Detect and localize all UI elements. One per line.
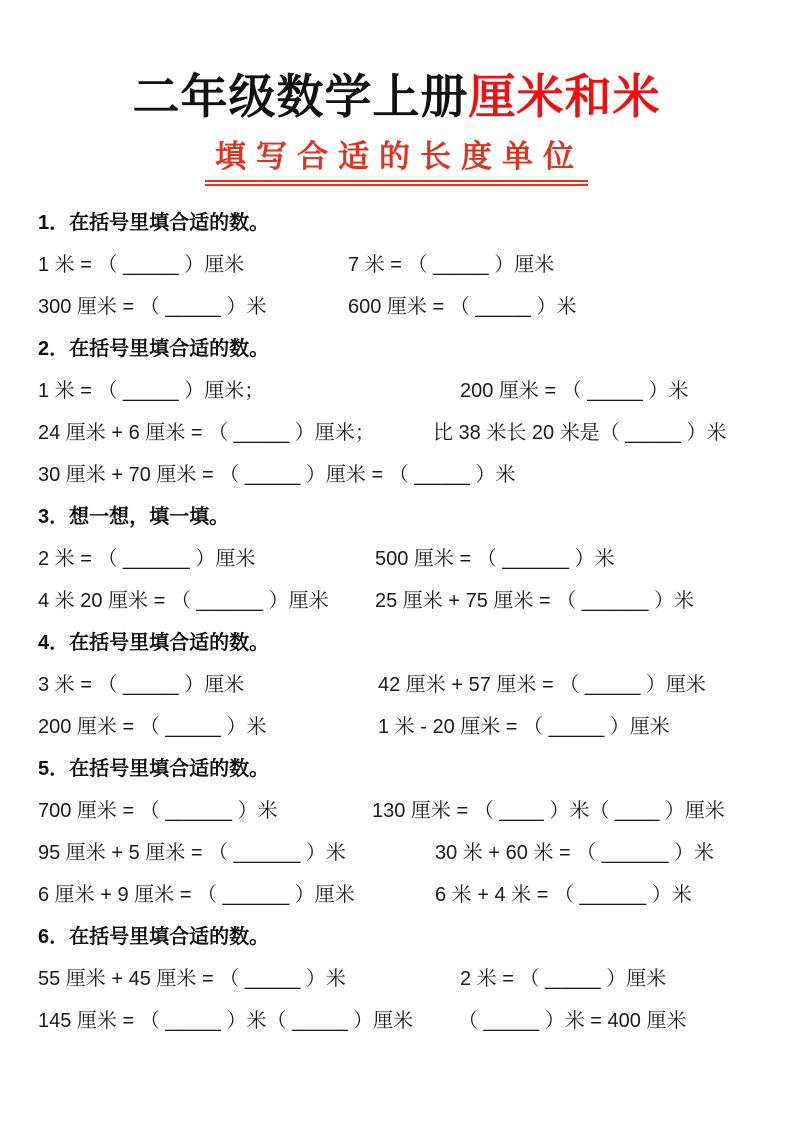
exercise-item: 55 厘米 + 45 厘米 = （ _____ ）米 [38,968,346,990]
section-heading: 5．在括号里填合适的数。 [38,758,270,780]
exercise-item: 3 米 = （ _____ ）厘米 [38,674,245,696]
exercise-item: 500 厘米 = （ ______ ）米 [375,548,615,570]
worksheet-content [0,202,793,1042]
exercise-item: 1 米 - 20 厘米 = （ _____ ）厘米 [378,716,670,738]
page-title [0,0,793,128]
section-2 [38,328,755,496]
exercise-item: 6 米 + 4 米 = （ ______ ）米 [435,884,692,906]
section-heading: 3．想一想，填一填。 [38,506,230,528]
exercise-row [38,790,755,832]
exercise-item: 200 厘米 = （ _____ ）米 [460,380,689,402]
exercise-row [38,412,755,454]
subtitle-wrap [0,138,793,186]
exercise-item: 30 米 + 60 米 = （ ______ ）米 [435,842,715,864]
exercise-item: 1 米 = （ _____ ）厘米； [38,380,265,402]
exercise-row [38,454,755,496]
exercise-row [38,874,755,916]
exercise-row [38,958,755,1000]
section-heading: 4．在括号里填合适的数。 [38,632,270,654]
exercise-item: （ _____ ）米 = 400 厘米 [458,1010,687,1032]
exercise-item: 1 米 = （ _____ ）厘米 [38,254,245,276]
section-6 [38,916,755,1042]
exercise-item: 300 厘米 = （ _____ ）米 [38,296,267,318]
exercise-item: 2 米 = （ _____ ）厘米 [460,968,667,990]
exercise-row [38,664,755,706]
section-1 [38,202,755,328]
section-heading: 2．在括号里填合适的数。 [38,338,270,360]
exercise-item: 4 米 20 厘米 = （ ______ ）厘米 [38,590,329,612]
section-4 [38,622,755,748]
exercise-item: 比 38 米长 20 米是（ _____ ）米 [433,422,727,444]
page-title-black: 二年级数学上册 [132,70,469,123]
exercise-item: 700 厘米 = （ ______ ）米 [38,800,278,822]
exercise-item: 25 厘米 + 75 厘米 = （ ______ ）米 [375,590,695,612]
exercise-item: 200 厘米 = （ _____ ）米 [38,716,267,738]
exercise-item: 42 厘米 + 57 厘米 = （ _____ ）厘米 [378,674,706,696]
page-title-red: 厘米和米 [468,70,661,123]
exercise-row [38,538,755,580]
exercise-item: 24 厘米 + 6 厘米 = （ _____ ）厘米； [38,422,375,444]
exercise-row [38,244,755,286]
exercise-item: 6 厘米 + 9 厘米 = （ ______ ）厘米 [38,884,355,906]
exercise-item: 2 米 = （ ______ ）厘米 [38,548,256,570]
section-heading: 6．在括号里填合适的数。 [38,926,270,948]
exercise-item: 7 米 = （ _____ ）厘米 [348,254,555,276]
exercise-row [38,706,755,748]
exercise-row [38,1000,755,1042]
exercise-row [38,370,755,412]
section-5 [38,748,755,916]
exercise-item: 600 厘米 = （ _____ ）米 [348,296,577,318]
exercise-item: 130 厘米 = （ ____ ）米（ ____ ）厘米 [372,800,725,822]
section-heading: 1．在括号里填合适的数。 [38,212,270,234]
section-3 [38,496,755,622]
page-subtitle: 填写合适的长度单位 [205,138,588,186]
exercise-row [38,286,755,328]
exercise-item: 145 厘米 = （ _____ ）米（ _____ ）厘米 [38,1010,414,1032]
exercise-item: 95 厘米 + 5 厘米 = （ ______ ）米 [38,842,346,864]
exercise-row [38,832,755,874]
exercise-item: 30 厘米 + 70 厘米 = （ _____ ）厘米 = （ _____ ）米 [38,464,516,486]
exercise-row [38,580,755,622]
